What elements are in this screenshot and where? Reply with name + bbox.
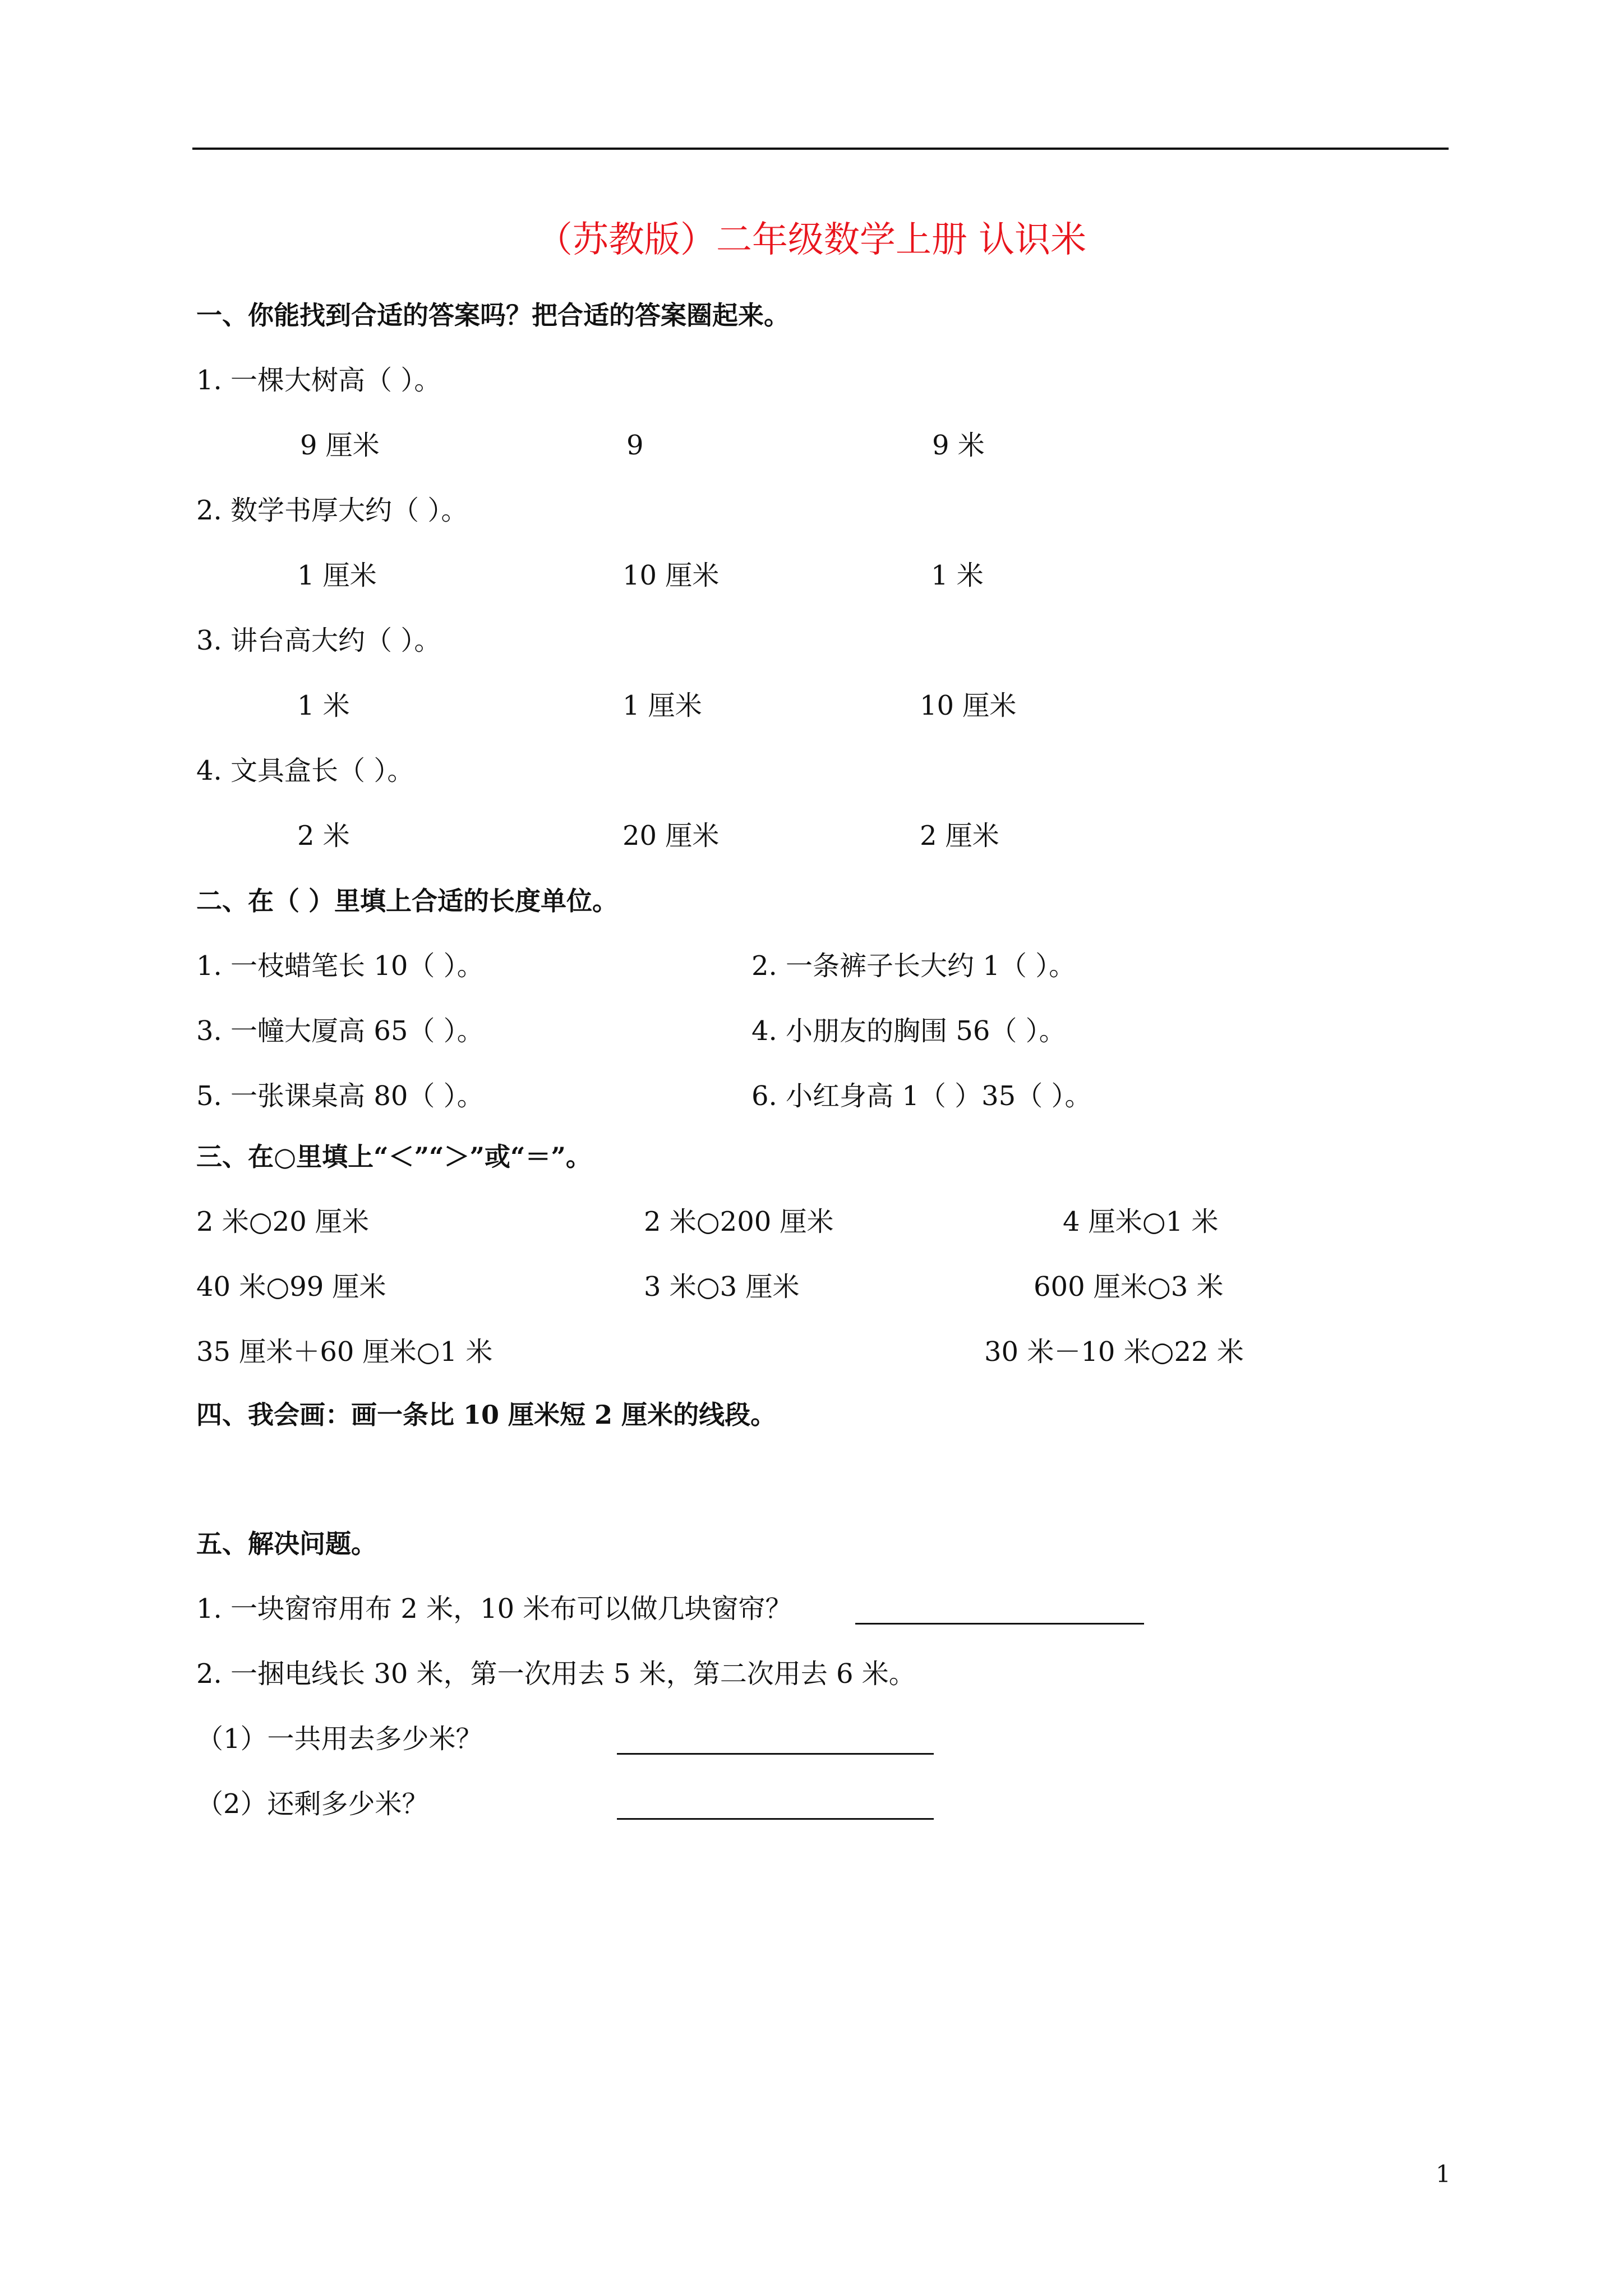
s5-question-2a: （1）一共用去多少米？ (196, 1723, 483, 1755)
s1-q3-option-b[interactable]: 1 厘米 (623, 690, 702, 721)
s5-q1-answer-line[interactable] (855, 1623, 1144, 1625)
section-2-heading: 二、在（ ）里填上合适的长度单位。 (196, 886, 619, 916)
s1-q3-option-a[interactable]: 1 米 (297, 690, 350, 721)
s3-row2-item-1: 40 米○99 厘米 (196, 1271, 386, 1303)
header-rule (192, 148, 1449, 150)
s5-question-2: 2. 一捆电线长 30 米，第一次用去 5 米，第二次用去 6 米。 (196, 1658, 916, 1690)
s2-item-4: 4. 小朋友的胸围 56（ ）。 (751, 1015, 1066, 1047)
page-number: 1 (1436, 2160, 1451, 2188)
s1-q2-option-c[interactable]: 1 米 (931, 560, 984, 591)
s2-item-6: 6. 小红身高 1（ ）35（ ）。 (751, 1080, 1092, 1112)
s3-row2-item-3: 600 厘米○3 米 (1034, 1271, 1224, 1303)
section-3-heading: 三、在○里填上“＜”“＞”或“＝”。 (196, 1142, 592, 1172)
s3-row2-item-2: 3 米○3 厘米 (644, 1271, 800, 1303)
s2-item-5: 5. 一张课桌高 80（ ）。 (196, 1080, 484, 1112)
s1-q2-option-a[interactable]: 1 厘米 (297, 560, 377, 591)
s1-question-3: 3. 讲台高大约（ ）。 (196, 625, 441, 656)
s1-q1-option-c[interactable]: 9 米 (932, 430, 985, 461)
s1-q3-option-c[interactable]: 10 厘米 (920, 690, 1017, 721)
section-1-heading: 一、你能找到合适的答案吗？把合适的答案圈起来。 (196, 300, 790, 330)
s1-q4-option-a[interactable]: 2 米 (297, 820, 350, 852)
s3-row1-item-1: 2 米○20 厘米 (196, 1206, 370, 1237)
s2-item-1: 1. 一枝蜡笔长 10（ ）。 (196, 950, 484, 982)
section-5-heading: 五、解决问题。 (196, 1529, 377, 1559)
s3-row3-item-2: 30 米－10 米○22 米 (984, 1336, 1244, 1368)
s2-item-3: 3. 一幢大厦高 65（ ）。 (196, 1015, 484, 1047)
s1-question-4: 4. 文具盒长（ ）。 (196, 755, 414, 786)
s1-q4-option-c[interactable]: 2 厘米 (920, 820, 999, 852)
s2-item-2: 2. 一条裤子长大约 1（ ）。 (751, 950, 1076, 982)
section-4-heading: 四、我会画：画一条比 10 厘米短 2 厘米的线段。 (196, 1400, 777, 1430)
s1-q4-option-b[interactable]: 20 厘米 (623, 820, 720, 852)
s1-question-1: 1. 一棵大树高（ ）。 (196, 365, 441, 396)
s5-q2a-answer-line[interactable] (617, 1753, 934, 1755)
s1-q2-option-b[interactable]: 10 厘米 (623, 560, 720, 591)
s5-question-2b: （2）还剩多少米？ (196, 1788, 429, 1820)
s3-row1-item-3: 4 厘米○1 米 (1063, 1206, 1219, 1237)
s1-q1-option-a[interactable]: 9 厘米 (300, 430, 380, 461)
document-title: （苏教版）二年级数学上册 认识米 (536, 219, 1087, 261)
s3-row1-item-2: 2 米○200 厘米 (644, 1206, 834, 1237)
s5-q2b-answer-line[interactable] (617, 1818, 934, 1820)
s3-row3-item-1: 35 厘米＋60 厘米○1 米 (196, 1336, 493, 1368)
s1-q1-option-b[interactable]: 9 (626, 430, 644, 461)
s5-question-1: 1. 一块窗帘用布 2 米，10 米布可以做几块窗帘？ (196, 1593, 792, 1625)
s1-question-2: 2. 数学书厚大约（ ）。 (196, 495, 468, 526)
